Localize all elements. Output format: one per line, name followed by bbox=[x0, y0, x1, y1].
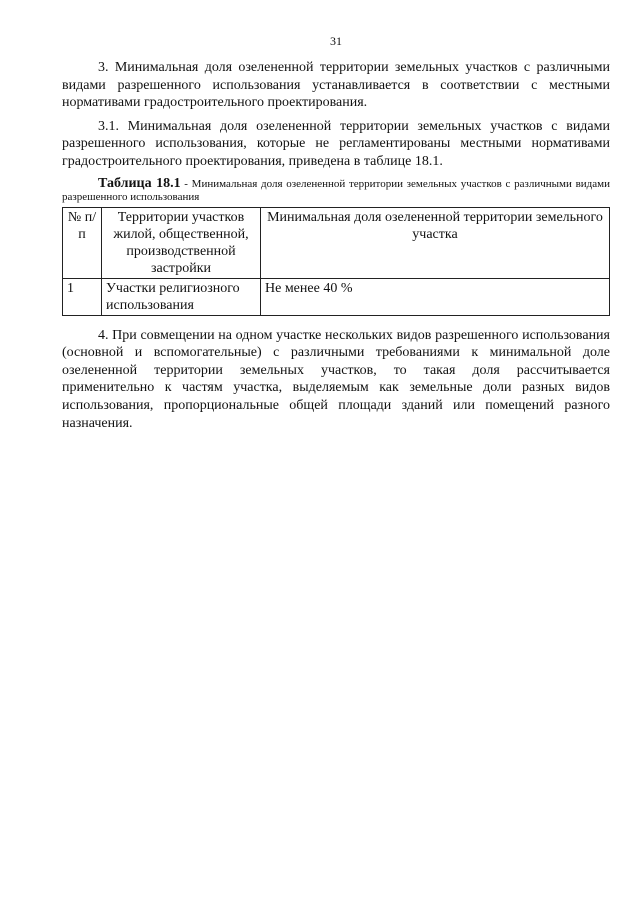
table-row bbox=[63, 278, 610, 315]
row-num: 1 bbox=[63, 278, 102, 315]
paragraph-3: 3. Минимальная доля озелененной территории земельных участков с различными видами разрешенного использования устанавливается в соответствии с местными нормативами градостроительного проектирования. bbox=[62, 60, 610, 111]
row-min-share: Не менее 40 % bbox=[261, 278, 610, 315]
header-num: № п/п bbox=[63, 207, 102, 278]
table-caption bbox=[62, 177, 610, 205]
paragraph-4: 4. При совмещении на одном участке нескольких видов разрешенного использования (основной и вспомогательные) с различными требованиями к минимальной доле озелененной территории земельных участков, то такая доля рассчитывается применительно к частям участка, выделяемым как земельные доли разных видов использования, пропорциональные общей площади зданий или помещений разного назначения. bbox=[62, 327, 610, 431]
document-page bbox=[62, 34, 610, 432]
table-caption-text: - Минимальная доля озелененной территории земельных участков с различными видами разрешенного использования bbox=[62, 177, 610, 204]
table-caption-title: Таблица 18.1 bbox=[98, 175, 181, 191]
paragraph-3-1: 3.1. Минимальная доля озелененной территории земельных участков с видами разрешенного использования, которые не регламентированы местными нормативами градостроительного проектирования, приведена в таблице 18.1. bbox=[62, 118, 610, 169]
header-min-share: Минимальная доля озелененной территории земельного участка bbox=[261, 207, 610, 278]
page-number: 31 bbox=[330, 34, 342, 48]
header-territory: Территории участков жилой, общественной, производственной застройки bbox=[102, 207, 261, 278]
row-territory: Участки религиозного использования bbox=[102, 278, 261, 315]
green-share-table bbox=[62, 207, 610, 316]
table-header-row bbox=[63, 207, 610, 278]
